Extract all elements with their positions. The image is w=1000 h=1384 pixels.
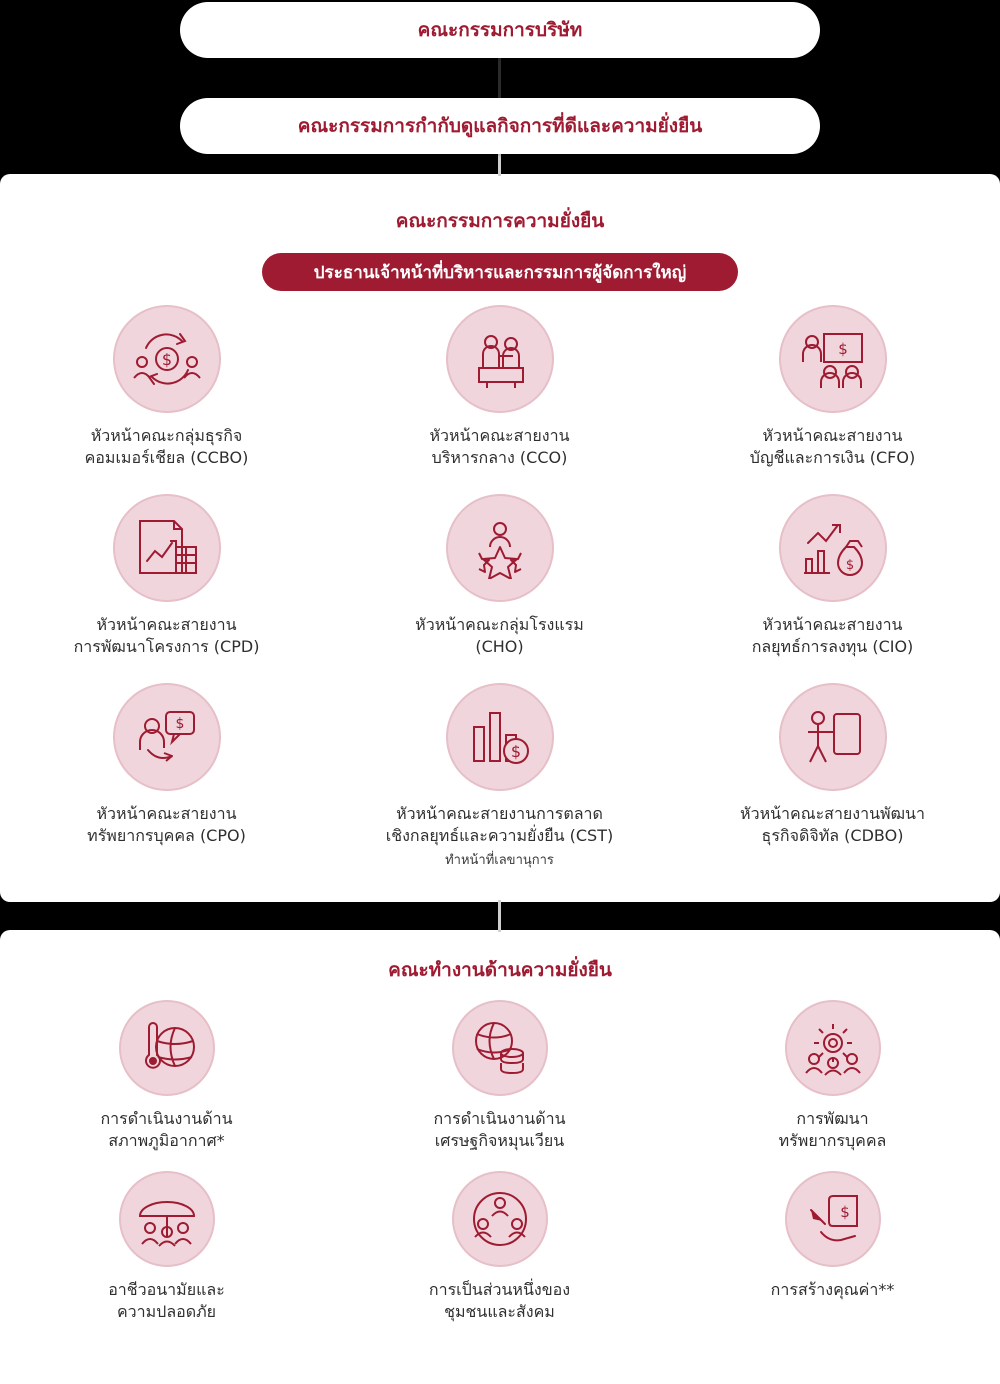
working-item-circular-economy[interactable]	[333, 1000, 666, 1151]
label-line-1: หัวหน้าคณะสายงาน	[762, 615, 903, 635]
bar-chart-money-icon	[446, 683, 554, 791]
member-label	[87, 803, 246, 846]
row-spacer	[0, 657, 1000, 683]
label-line-2: ความปลอดภัย	[116, 1301, 217, 1321]
member-row	[0, 305, 1000, 468]
member-note: ทำหน้าที่เลขานุการ	[445, 852, 554, 868]
svg-text:$: $	[175, 716, 184, 733]
working-label	[108, 1279, 225, 1322]
working-item-value-creation[interactable]	[666, 1171, 999, 1322]
label-line-2: สภาพภูมิอากาศ*	[108, 1130, 225, 1150]
label-line-2: ทรัพยากรบุคคล	[778, 1130, 887, 1150]
label-line-1: อาชีวอนามัยและ	[108, 1280, 225, 1300]
hand-money-icon	[785, 1171, 881, 1267]
stars-person-icon	[446, 494, 554, 602]
member-ccbo[interactable]	[0, 305, 333, 468]
label-line-1: การสร้างคุณค่า**	[770, 1280, 895, 1300]
working-group-title: คณะทำงานด้านความยั่งยืน	[388, 959, 612, 981]
presenter-podium-icon	[446, 305, 554, 413]
label-line-2: เชิงกลยุทธ์และความยั่งยืน (CST)	[385, 825, 614, 845]
working-label	[433, 1108, 565, 1151]
label-line-2: คอมเมอร์เชียล (CCBO)	[84, 447, 249, 467]
working-item-community[interactable]	[333, 1171, 666, 1322]
person-speech-money-icon	[113, 683, 221, 791]
board-of-directors-node[interactable]	[180, 2, 820, 58]
svg-text:$: $	[845, 558, 854, 574]
member-cpo[interactable]	[0, 683, 333, 869]
gear-people-icon	[785, 1000, 881, 1096]
cg-label: คณะกรรมการกำกับดูแลกิจการที่ดีและความยั่งยืน	[297, 115, 703, 137]
member-cpd[interactable]	[0, 494, 333, 657]
growth-moneybag-icon	[779, 494, 887, 602]
thermometer-globe-icon	[119, 1000, 215, 1096]
member-label	[740, 803, 925, 846]
working-label	[100, 1108, 232, 1151]
executive-members-grid	[0, 305, 1000, 870]
row-spacer	[0, 468, 1000, 494]
label-line-2: เศรษฐกิจหมุนเวียน	[434, 1130, 565, 1150]
label-line-1: หัวหน้าคณะสายงาน	[429, 426, 570, 445]
working-row	[0, 1000, 1000, 1151]
cg-sustainability-committee-node[interactable]	[180, 98, 820, 154]
label-line-1: หัวหน้าคณะสายงานพัฒนา	[740, 804, 925, 824]
umbrella-people-icon	[119, 1171, 215, 1267]
member-row	[0, 683, 1000, 869]
working-row	[0, 1171, 1000, 1322]
row-spacer	[0, 1151, 1000, 1171]
label-line-1: หัวหน้าคณะกลุ่มธุรกิจ	[90, 426, 243, 445]
member-label	[752, 614, 914, 657]
label-line-2: ทรัพยากรบุคคล (CPO)	[87, 825, 246, 845]
label-line-2: บัญชีและการเงิน (CFO)	[749, 447, 916, 467]
ceo-label: ประธานเจ้าหน้าที่บริหารและกรรมการผู้จัดการใหญ่	[313, 262, 687, 283]
member-cfo[interactable]	[666, 305, 999, 468]
member-cco[interactable]	[333, 305, 666, 468]
label-line-1: หัวหน้าคณะสายงาน	[96, 615, 237, 635]
working-item-human-resources[interactable]	[666, 1000, 999, 1151]
working-group-grid	[0, 1000, 1000, 1322]
label-line-2: กลยุทธ์การลงทุน (CIO)	[751, 636, 914, 656]
sustainability-committee-title: คณะกรรมการความยั่งยืน	[395, 210, 605, 232]
member-label	[85, 425, 249, 468]
working-label	[429, 1279, 570, 1322]
label-line-2: ชุมชนและสังคม	[444, 1301, 555, 1321]
working-label	[771, 1279, 895, 1301]
label-line-1: การดำเนินงานด้าน	[100, 1109, 233, 1128]
svg-text:$: $	[839, 1203, 850, 1222]
working-item-climate[interactable]	[0, 1000, 333, 1151]
label-line-2: การพัฒนาโครงการ (CPD)	[73, 636, 260, 656]
svg-text:$: $	[837, 340, 848, 358]
member-label	[386, 803, 613, 846]
member-label	[430, 425, 570, 468]
label-line-1: หัวหน้าคณะสายงาน	[96, 804, 237, 824]
label-line-1: หัวหน้าคณะสายงาน	[762, 426, 903, 445]
board-label: คณะกรรมการบริษัท	[417, 19, 583, 41]
label-line-2: บริหารกลาง (CCO)	[431, 447, 568, 467]
label-line-1: การเป็นส่วนหนึ่งของ	[428, 1280, 571, 1300]
member-cst[interactable]	[333, 683, 666, 869]
svg-text:$: $	[510, 742, 521, 762]
label-line-1: หัวหน้าคณะสายงานการตลาด	[396, 804, 603, 824]
globe-coins-icon	[452, 1000, 548, 1096]
member-label	[415, 614, 584, 657]
label-line-1: การพัฒนา	[796, 1109, 869, 1128]
member-label	[750, 425, 915, 468]
label-line-2: ธุรกิจดิจิทัล (CDBO)	[761, 825, 904, 845]
label-line-1: การดำเนินงานด้าน	[433, 1109, 566, 1128]
member-row	[0, 494, 1000, 657]
person-screen-icon	[779, 683, 887, 791]
working-label	[779, 1108, 887, 1151]
member-label	[74, 614, 260, 657]
connector-cg-to-sustainability	[498, 154, 501, 176]
member-cho[interactable]	[333, 494, 666, 657]
connector-board-to-cg	[498, 58, 501, 98]
label-line-1: หัวหน้าคณะกลุ่มโรงแรม	[415, 615, 584, 635]
member-cio[interactable]	[666, 494, 999, 657]
document-chart-icon	[113, 494, 221, 602]
money-cycle-people-icon	[113, 305, 221, 413]
ceo-node[interactable]	[262, 253, 738, 291]
svg-text:$: $	[161, 350, 172, 369]
member-cdbo[interactable]	[666, 683, 999, 869]
label-line-2: (CHO)	[475, 636, 524, 656]
connector-sustainability-to-working	[498, 900, 501, 932]
working-item-occupational-health[interactable]	[0, 1171, 333, 1322]
board-money-people-icon	[779, 305, 887, 413]
community-circle-icon	[452, 1171, 548, 1267]
